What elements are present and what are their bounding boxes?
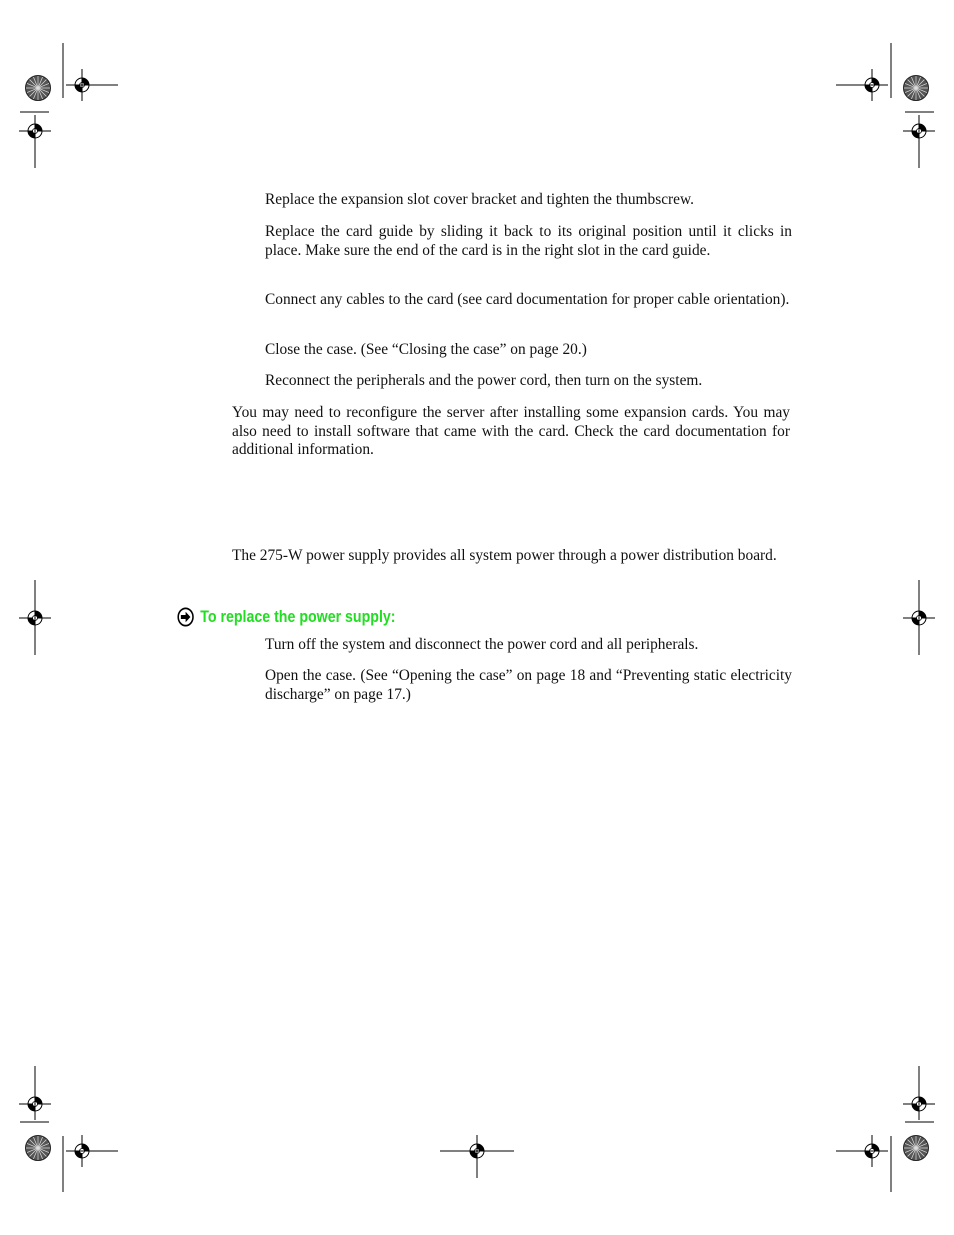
note-paragraph: You may need to reconfigure the server after installing some expansion cards. You may also need to install software that came with the card. Check the card documentation for additional information.: [232, 404, 790, 459]
step-replace-card-guide: Replace the card guide by sliding it back to its original position until it clicks in place. Make sure the end of the card is in the right slot in the card guide.: [265, 223, 792, 259]
step-turn-off-system: Turn off the system and disconnect the power cord and all peripherals.: [265, 636, 699, 653]
starburst-target-icon: [26, 1136, 51, 1161]
procedure-heading: [177, 607, 396, 627]
starburst-target-icon: [904, 76, 929, 101]
procedure-heading-text: To replace the power supply:: [200, 607, 396, 626]
starburst-target-icon: [26, 76, 51, 101]
step-reconnect-peripherals: Reconnect the peripherals and the power cord, then turn on the system.: [265, 372, 703, 389]
step-replace-bracket: Replace the expansion slot cover bracket and tighten the thumbscrew.: [265, 191, 694, 208]
step-connect-cables: Connect any cables to the card (see card documentation for proper cable orientation).: [265, 291, 790, 308]
arrow-right-circle-icon: [177, 607, 194, 627]
starburst-target-icon: [904, 1136, 929, 1161]
step-close-case: Close the case. (See “Closing the case” on page 20.): [265, 341, 587, 358]
step-open-case: Open the case. (See “Opening the case” on page 18 and “Preventing static electricity discharge” on page 17.): [265, 667, 792, 703]
power-supply-paragraph: The 275-W power supply provides all system power through a power distribution board.: [232, 547, 777, 564]
